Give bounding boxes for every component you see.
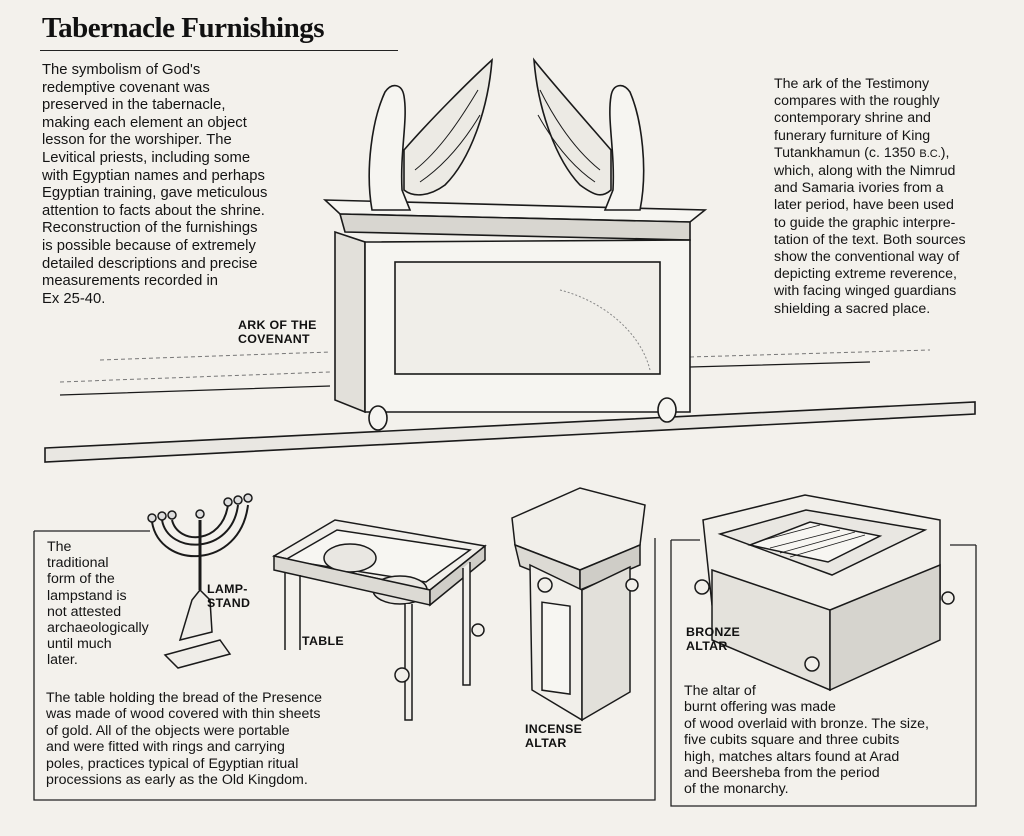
bronze-altar-label: BRONZE ALTAR <box>686 625 741 653</box>
ark-note-part-2: ), which, along with the Nimrud and Samaria ivories from a later period, have been used to guide the graphic interpre- tation of the text. Both sources show the conventional way of depicting extreme reverence, with facing winged guardians shielding a sacred place. <box>774 144 966 317</box>
bronze-altar-note: The altar of burnt offering was made of wood overlaid with bronze. The size, five cubits square and three cubits high, matches altars found at Arad and Beersheba from the period of the monarchy. <box>684 683 929 798</box>
bronze-altar <box>695 495 954 690</box>
table-label: TABLE <box>302 634 344 648</box>
table-note: The table holding the bread of the Presence was made of wood covered with thin sheets of gold. All of the objects were portable and were fitted with rings and carrying poles, practices typical of Egyptian ritual processions as early as the Old Kingdom. <box>46 690 323 789</box>
incense-altar <box>512 488 645 720</box>
ark-note <box>774 76 994 318</box>
intro-text: The symbolism of God's redemptive covenant was preserved in the tabernacle, making each element an object lesson for the worshiper. The Levitical priests, including some with Egyptian names and perhaps Egyptian training, gave meticulous attention to facts about the shrine. Reconstruction of the furnishings is possible because of extremely detailed descriptions and precise measurements recorded in Ex 25-40. <box>42 62 268 307</box>
ark-label: ARK OF THE COVENANT <box>238 318 317 346</box>
lampstand-label: LAMP- STAND <box>207 582 251 610</box>
page-title: Tabernacle Furnishings <box>42 12 325 44</box>
lampstand-note: The traditional form of the lampstand is not attested archaeologically until much later. <box>47 539 149 669</box>
title-rule <box>40 50 398 51</box>
ark-note-part-1: The ark of the Testimony compares with the roughly contemporary shrine and funerary furniture of King Tutankhamun (c. 1350 <box>774 76 940 161</box>
incense-altar-label: INCENSE ALTAR <box>525 722 583 750</box>
ark-note-era: B.C. <box>919 147 941 160</box>
